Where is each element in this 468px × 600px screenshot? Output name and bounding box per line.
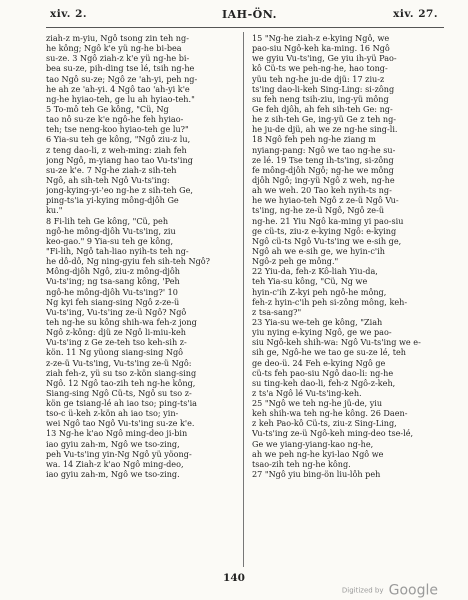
text-line: ku." (46, 205, 63, 216)
text-line: su-ze. 3 Ngô ziah-z k'e yü ng-he bi- (46, 53, 190, 64)
text-line: Ngô ah we e-sih ge, we hyin-c'ih (252, 245, 385, 256)
text-line: yiu nying e-kying Ngô, ge we pao- (252, 327, 392, 338)
text-line: siu Ngô-keh shih-wa: Ngô Vu-ts'ing we e- (252, 337, 421, 348)
text-line: Ng kyi feh siang-sing Ngô z-ze-ü (46, 296, 180, 307)
text-line: jong-kying-yi-'eo ng-he z sih-teh Ge, (46, 185, 193, 196)
text-line: 18 Ngô feh peh ng-he ziang m (252, 134, 376, 145)
text-line: su ting-keh dao-li, feh-z Ngô-z-keh, (252, 377, 396, 388)
header-book-title: IAH-ÖN. (222, 8, 277, 21)
text-line: Ge feh djôh, ah feh sih-teh Ge: ng- (252, 103, 393, 114)
text-line: we gyiu Vu-ts'ing, Ge yiu ih-yü Pao- (252, 53, 397, 64)
text-line: ping-ts'ia yi-kying mông-djôh Ge (46, 195, 179, 206)
text-line: Vu-ts'ing z Ge ze-teh tso keh-sih z- (46, 337, 187, 348)
text-line: z-ze-ü Vu-ts'ing, Vu-ts'ing ze-ü Ngô: (46, 357, 192, 368)
text-line: ah we weh. 20 Tao keh nyih-ts ng- (252, 185, 392, 196)
header-rule (46, 27, 444, 28)
text-line: nyiang-pang: Ngô we tao ng-he su- (252, 144, 396, 155)
text-line: 6 Yia-su teh ge kông, "Ngô ziu-z lu, (46, 134, 191, 145)
header-right-ref: xiv. 27. (393, 8, 438, 20)
text-line: iao gyiu zah-m, Ngô we tso-zing. (46, 469, 180, 480)
text-line: ziah feh-z, yü su tso z-kön siang-sing (46, 367, 197, 378)
text-line: pao-siu Ngô-keh ka-ming. 16 Ngô (252, 43, 390, 54)
text-line: kön ge tsiang-lé ah iao tso; ping-ts'ia (46, 398, 197, 409)
text-line: 27 "Ngô yiu bing-ön liu-lôh peh (252, 469, 381, 480)
text-line: peh Vu-ts'ing yin-Ng Ngô yü yöong- (46, 448, 192, 459)
text-line: 5 To-mô teh Ge kông, "Cü, Ng (46, 103, 169, 114)
text-line: z ts'a Ngô lé Vu-ts'ing-keh. (252, 387, 362, 398)
text-line: z tsa-sang?" (252, 306, 302, 317)
text-line: kô Cü-ts we peh-ng-he, hao tong- (252, 63, 388, 74)
text-line: kön. 11 Ng yüong siang-sing Ngô (46, 347, 184, 358)
text-line: 13 Ng-he k'ao Ngô ming-deo ji-bin (46, 428, 188, 439)
text-line: bea su-ze, pih-ding tse lé, tsih ng-he (46, 63, 195, 74)
text-line: teh Yia-su kông, "Cü, Ng we (252, 276, 368, 287)
text-line: ts'ing, ng-he ze-ü Ngô, Ngô ze-ü (252, 205, 385, 216)
text-line: ah we peh ng-he kyi-lao Ngô we (252, 448, 384, 459)
digitized-watermark (342, 580, 438, 599)
text-line: Ngô-z peh ge mông." (252, 256, 339, 267)
text-line: tao nô su-ze k'e ngô-he feh hyiao- (46, 114, 184, 125)
text-line: wei Ngô tao Ngô Vu-ts'ing su-ze k'e. (46, 418, 195, 429)
text-line: keh shih-wa teh ng-he kông. 26 Daen- (252, 408, 408, 419)
text-line: he we hyiao-teh Ngô z ze-ü Ngô Vu- (252, 195, 399, 206)
text-line: Ngô. 12 Ngô tao-zih teh ng-he kông, (46, 377, 196, 388)
text-line: teh; tse neng-koo hyiao-teh ge lu?" (46, 124, 189, 135)
text-line: 22 Yiu-da, feh-z Kô-liah Yiu-da, (252, 266, 378, 277)
text-line: ts'ing dao-li-keh Sing-Ling: si-zông (252, 83, 395, 94)
text-line: sih ge, Ngô-he we tao ge su-ze lé, teh (252, 347, 406, 358)
text-line: tao Ngô su-ze; Ngô ze 'ah-yi, peh ng- (46, 73, 198, 84)
text-line: Vu-ts'ing, Vu-ts'ing ze-ü Ngô? Ngô (46, 306, 187, 317)
text-line: ziah-z m-yiu, Ngô tsong zin teh ng- (46, 33, 189, 43)
text-line: he ah ze 'ah-yi. 4 Ngô tao 'ah-yi k'e (46, 83, 190, 94)
text-line: he ju-de djü, ah we ze ng-he sing-li. (252, 124, 398, 135)
text-line: yüu teh ng-he ju-de djü: 17 ziu-z (252, 73, 385, 84)
text-line: Ngô, ah sih-teh Ngô Vu-ts'ing: (46, 174, 170, 185)
text-line: ze lé. 19 Tse teng ih-ts'ing, si-zông (252, 154, 394, 165)
text-line: hyin-c'ih Z-kyi peh ngô-he mông, (252, 286, 387, 297)
watermark-brand: Google (388, 582, 438, 599)
text-line: z teng dao-li, z weh-ming: ziah feh (46, 144, 187, 155)
text-line: ge cü-ts, ziu-z e-kying Ngô: e-kying (252, 225, 397, 236)
right-text-column (252, 33, 442, 479)
text-line: Ngô z-kông: djü ze Ngô li-miu-keh (46, 327, 187, 338)
watermark-prefix: Digitized by (341, 586, 384, 595)
text-line: he kông; Ngô k'e yü ng-he bi-bea (46, 43, 182, 54)
text-line: 23 Yia-su we-teh ge kông, "Ziah (252, 316, 383, 327)
text-line: keo-gao." 9 Yia-su teh ge kông, (46, 235, 174, 246)
text-line: djôh Ngô; ing-yü Ngô z weh, ng-he (252, 174, 395, 185)
text-line: ngô-he mông-djôh Vu-ts'ing, ziu (46, 225, 176, 236)
left-text-column (46, 33, 236, 479)
text-line: feh-z hyin-c'ih peh si-zông mông, keh- (252, 296, 408, 307)
column-divider (243, 32, 244, 567)
header-left-ref: xiv. 2. (50, 8, 88, 20)
text-line: wa. 14 Ziah-z k'ao Ngô ming-deo, (46, 458, 184, 469)
text-line: he dô-dô, Ng ning-gyiu feh sih-teh Ngô? (46, 256, 211, 267)
text-line: "Fi-lih, Ngô tah-liao nyih-ts teh ng- (46, 245, 189, 256)
text-line: Ge we yiang-yiang-kao ng-he, (252, 438, 374, 449)
text-line: z keh Pao-kô Cü-ts, ziu-z Sing-Ling, (252, 418, 397, 429)
text-line: 15 "Ng-he ziah-z e-kying Ngô, we (252, 33, 390, 43)
text-line: Vu-ts'ing ze-ü Ngô-keh ming-deo tse-lé, (252, 428, 414, 439)
text-line: fe mông-djôh Ngô; ng-he we mông (252, 164, 394, 175)
text-line: ng-he hyiao-teh, ge lu ah hyiao-teh." (46, 93, 195, 104)
page-number: 140 (223, 572, 245, 584)
text-line: ng-he. 21 Yiu Ngô ka-ming yi pao-siu (252, 215, 404, 226)
text-line: Siang-sing Ngô Cü-ts, Ngô su tso z- (46, 387, 192, 398)
text-line: Ngô cü-ts Ngô Vu-ts'ing we e-sih ge, (252, 235, 402, 246)
text-line: he z sih-teh Ge, ing-yü Ge z teh ng- (252, 114, 397, 125)
text-line: Vu-ts'ing; ng tsa-sang kông, 'Peh (46, 276, 180, 287)
text-line: tso-c ü-keh z-kön ah iao tso; yin- (46, 408, 179, 419)
text-line: iao gyiu zah-m, Ngô we tso-zing, (46, 438, 180, 449)
text-line: Mông-djôh Ngô, ziu-z mông-djôh (46, 266, 181, 277)
text-line: 8 Fi-lih teh Ge kông, "Cü, peh (46, 215, 169, 226)
text-line: jong Ngô, m-yiang hao tao Vu-ts'ing (46, 154, 193, 165)
text-line: ge deo-ü. 24 Feh e-kying Ngô ge (252, 357, 386, 368)
text-line: cü-ts feh pao-siu Ngô dao-li: ng-he (252, 367, 394, 378)
text-line: teh ng-he su kông shih-wa feh-z jong (46, 316, 197, 327)
text-line: su feh neng tsih-ziu, ing-yü mông (252, 93, 389, 104)
text-line: 25 "Ngô we teh ng-he jü-de, yiu (252, 398, 383, 409)
text-line: su-ze k'e. 7 Ng-he ziah-z sih-teh (46, 164, 177, 175)
text-line: ngô-he mông-djôh Vu-ts'ing?' 10 (46, 286, 178, 297)
running-header (50, 8, 438, 24)
text-line: tsao-zih teh ng-he kông. (252, 458, 351, 469)
